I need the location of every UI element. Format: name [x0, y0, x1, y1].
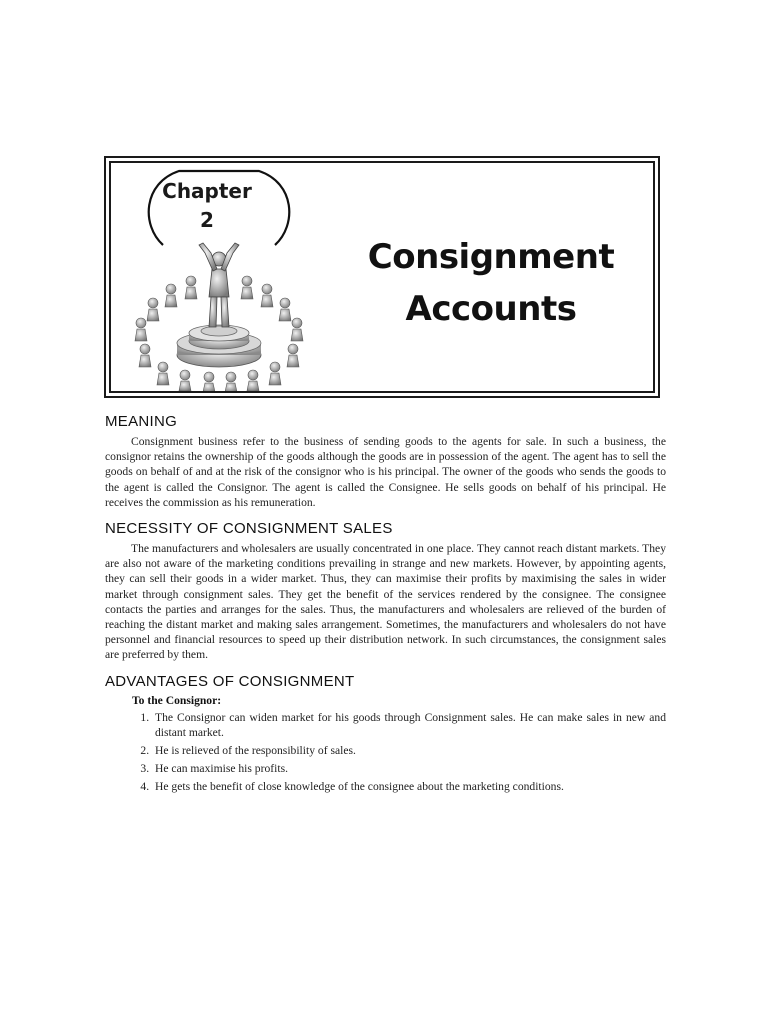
chapter-title-line1: Consignment: [367, 237, 615, 277]
section-meaning: [105, 413, 666, 510]
chapter-header-inner: [109, 161, 655, 393]
chapter-title-line2: Accounts: [405, 289, 577, 329]
section-advantages: [105, 673, 666, 795]
list-item: 2. He is relieved of the responsibility of sales.: [152, 743, 666, 758]
section-heading-meaning: MEANING: [105, 413, 178, 430]
chapter-number-label: [147, 177, 267, 235]
chapter-word: Chapter: [162, 179, 252, 203]
section-heading-necessity: NECESSITY OF CONSIGNMENT SALES: [105, 520, 393, 538]
list-item: 4. He gets the benefit of close knowledge of the consignee about the marketing conditions.: [152, 779, 666, 794]
section-heading-advantages: ADVANTAGES OF CONSIGNMENT: [105, 672, 355, 690]
chapter-title: [341, 231, 641, 335]
chapter-number: 2: [200, 208, 214, 232]
section-necessity: [105, 520, 666, 663]
advantages-list: [105, 710, 666, 795]
chapter-header-frame: [104, 156, 660, 398]
paragraph-necessity: The manufacturers and wholesalers are usually concentrated in one place. They cannot reach distant markets. They are also not aware of the marketing conditions prevailing in strange and new markets. However, by appointing agents, they can sell their goods in a wider market. Thus, they can maximise their profits by maximising the sales in wider market through consignment sales. They get the benefit of the services rendered by the consignee. The consignee contacts the parties and arranges for the sales. Thus, the manufacturers and wholesalers are relieved of the burden of reaching the distant market and making sales arrangement. Sometimes, the manufacturers and wholesalers do not have personnel and financial resources to speed up their distribution network. In such circumstances, the consignment sales are preferred by them.: [105, 542, 666, 662]
subheading-to-consignor: To the Consignor:: [132, 693, 222, 707]
paragraph-meaning: Consignment business refer to the business of sending goods to the agents for sale. In such a business, the consignor retains the ownership of the goods although the goods are in possession of the agent. The agent has to sell the goods on behalf of and at the risk of the consignor who is his principal. The owner of the goods who sends the goods to the agent is called the Consignor. The agent is called the Consignee. He sells goods on behalf of his principal. He receives the commission as his remuneration.: [105, 435, 666, 509]
chapter-content: [105, 413, 666, 805]
list-item: 1. The Consignor can widen market for his goods through Consignment sales. He can make sales in new and distant market.: [152, 710, 666, 740]
list-item: 3. He can maximise his profits.: [152, 761, 666, 776]
